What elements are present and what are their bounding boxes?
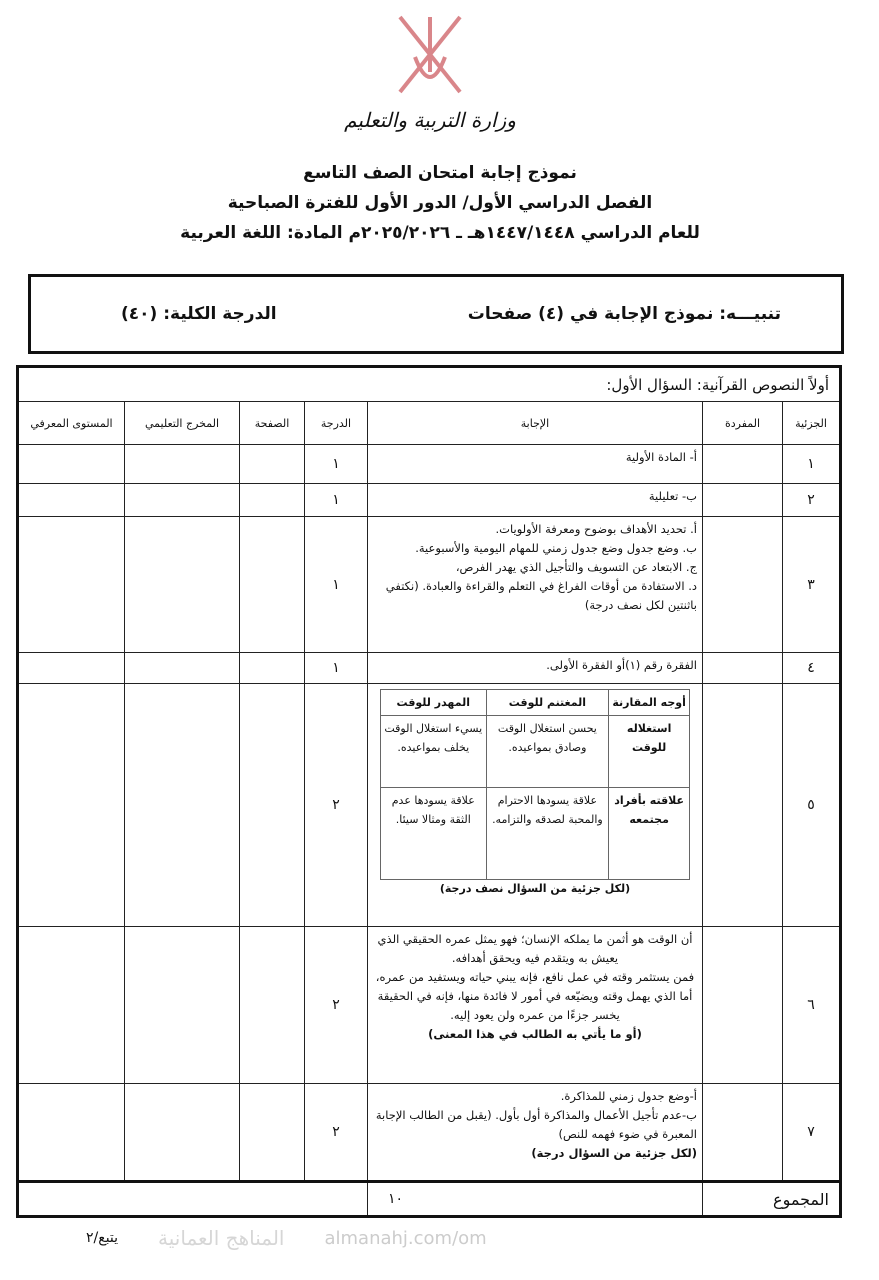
part-number: ٦ [783,927,841,1084]
page-footer [16,1218,842,1250]
col-grade: الدرجة [305,402,368,445]
cmp-cell: يسيء استغلال الوقت يخلف بمواعيده. [381,716,487,788]
part-number: ٣ [783,517,841,653]
part-number: ١ [783,445,841,484]
answer-line: ب-عدم تأجيل الأعمال والمذاكرة أول بأول. (يقبل من الطالب الإجابة المعبرة في ضوء فهمه للنص) [375,1108,697,1141]
total-label: المجموع [703,1182,841,1217]
notice-text: تنبيـــه: نموذج الإجابة في (٤) صفحات [467,304,781,324]
answer-text: أ- المادة الأولية [368,445,703,484]
total-row [18,1182,841,1217]
grade-value: ٢ [305,927,368,1084]
table-row [18,484,841,517]
part-number: ٥ [783,684,841,927]
part-number: ٢ [783,484,841,517]
answer-text [368,927,703,1084]
table-row [18,445,841,484]
answer-table [16,365,842,1218]
table-row [18,517,841,653]
table-header [18,402,841,445]
answer-note: (أو ما يأتي به الطالب في هذا المعنى) [428,1027,642,1041]
part-number: ٤ [783,653,841,684]
answer-line: أما الذي يهمل وقته ويضيّعه في أمور لا فائدة منها، فإنه في الحقيقة يخسر جزءًا من عمره ولن يعود إليه. [377,989,693,1022]
watermark-arabic: المناهج العمانية [158,1226,285,1250]
notice-box [28,274,844,354]
total-grade: الدرجة الكلية: (٤٠) [121,304,277,324]
answer-line: ب. وضع جدول وضع جدول زمني للمهام اليومية والأسبوعية. [415,541,697,555]
table-row [18,927,841,1084]
col-part: الجزئية [783,402,841,445]
table-row [18,653,841,684]
answer-text [368,1084,703,1182]
section-title: أولاً النصوص القرآنية: السؤال الأول: [18,367,841,402]
answer-line: أن الوقت هو أثمن ما يملكه الإنسان؛ فهو يمثل عمره الحقيقي الذي يعيش به ويتقدم فيه ويحقق أهدافه. [377,932,693,965]
grade-value: ١ [305,653,368,684]
table-row [18,1084,841,1182]
grade-value: ١ [305,517,368,653]
answer-line: أ. تحديد الأهداف بوضوح ومعرفة الأولويات. [495,522,697,536]
answer-line: فمن يستثمر وقته في عمل نافع، فإنه يبني حياته ويستفيد من عمره، [375,970,695,984]
ministry-name: وزارة التربية والتعليم [344,108,516,132]
exam-title: نموذج إجابة امتحان الصف التاسع [303,163,577,183]
part-number: ٧ [783,1084,841,1182]
comparison-table [380,689,690,880]
answer-line: د. الاستفادة من أوقات الفراغ في التعلم والقراءة والعبادة. (نكتفي باثنتين لكل نصف درجة) [385,579,697,612]
answer-note: (لكل جزئية من السؤال نصف درجة) [439,882,631,895]
document-titles [100,158,780,248]
grade-value: ١ [305,484,368,517]
cmp-cell: يحسن استغلال الوقت وصادق بمواعيده. [486,716,609,788]
main-content [16,365,842,1250]
watermark-url: almanahj.com/om [324,1227,487,1249]
col-level: المستوى المعرفي [18,402,125,445]
col-answer: الإجابة [368,402,703,445]
answer-line: أ-وضع جدول زمني للمذاكرة. [560,1089,697,1103]
total-value: ١٠ [368,1182,703,1217]
oman-emblem-logo [380,12,480,102]
exam-year-subject: للعام الدراسي ١٤٤٧/١٤٤٨هـ ـ ٢٠٢٥/٢٠٢٦م المادة: اللغة العربية [180,223,700,243]
cmp-cell: علاقة يسودها الاحترام والمحبة لصدقه والتزامه. [486,788,609,880]
cmp-cell: علاقة يسودها عدم الثقة ومثالا سيئا. [381,788,487,880]
exam-term: الفصل الدراسي الأول/ الدور الأول للفترة الصباحية [227,193,653,213]
cmp-cell: استغلاله للوقت [609,716,690,788]
cmp-header: المغتنم للوقت [486,690,609,716]
cmp-cell: علاقته بأفراد مجتمعه [609,788,690,880]
cmp-header: أوجه المقارنة [609,690,690,716]
answer-line: ج. الابتعاد عن التسويف والتأجيل الذي يهدر الفرص، [455,560,697,574]
continued-note: يتبع/٢ [86,1230,119,1246]
grade-value: ٢ [305,684,368,927]
grade-value: ٢ [305,1084,368,1182]
answer-text [368,517,703,653]
answer-text: الفقرة رقم (١)أو الفقرة الأولى. [368,653,703,684]
col-outcome: المخرج التعليمي [125,402,240,445]
answer-note: (لكل جزئية من السؤال درجة) [531,1146,697,1160]
grade-value: ١ [305,445,368,484]
table-row [18,684,841,927]
answer-comparison [368,684,703,927]
col-page: الصفحة [240,402,305,445]
answer-text: ب- تعليلية [368,484,703,517]
col-vocab: المفردة [703,402,783,445]
cmp-header: المهدر للوقت [381,690,487,716]
